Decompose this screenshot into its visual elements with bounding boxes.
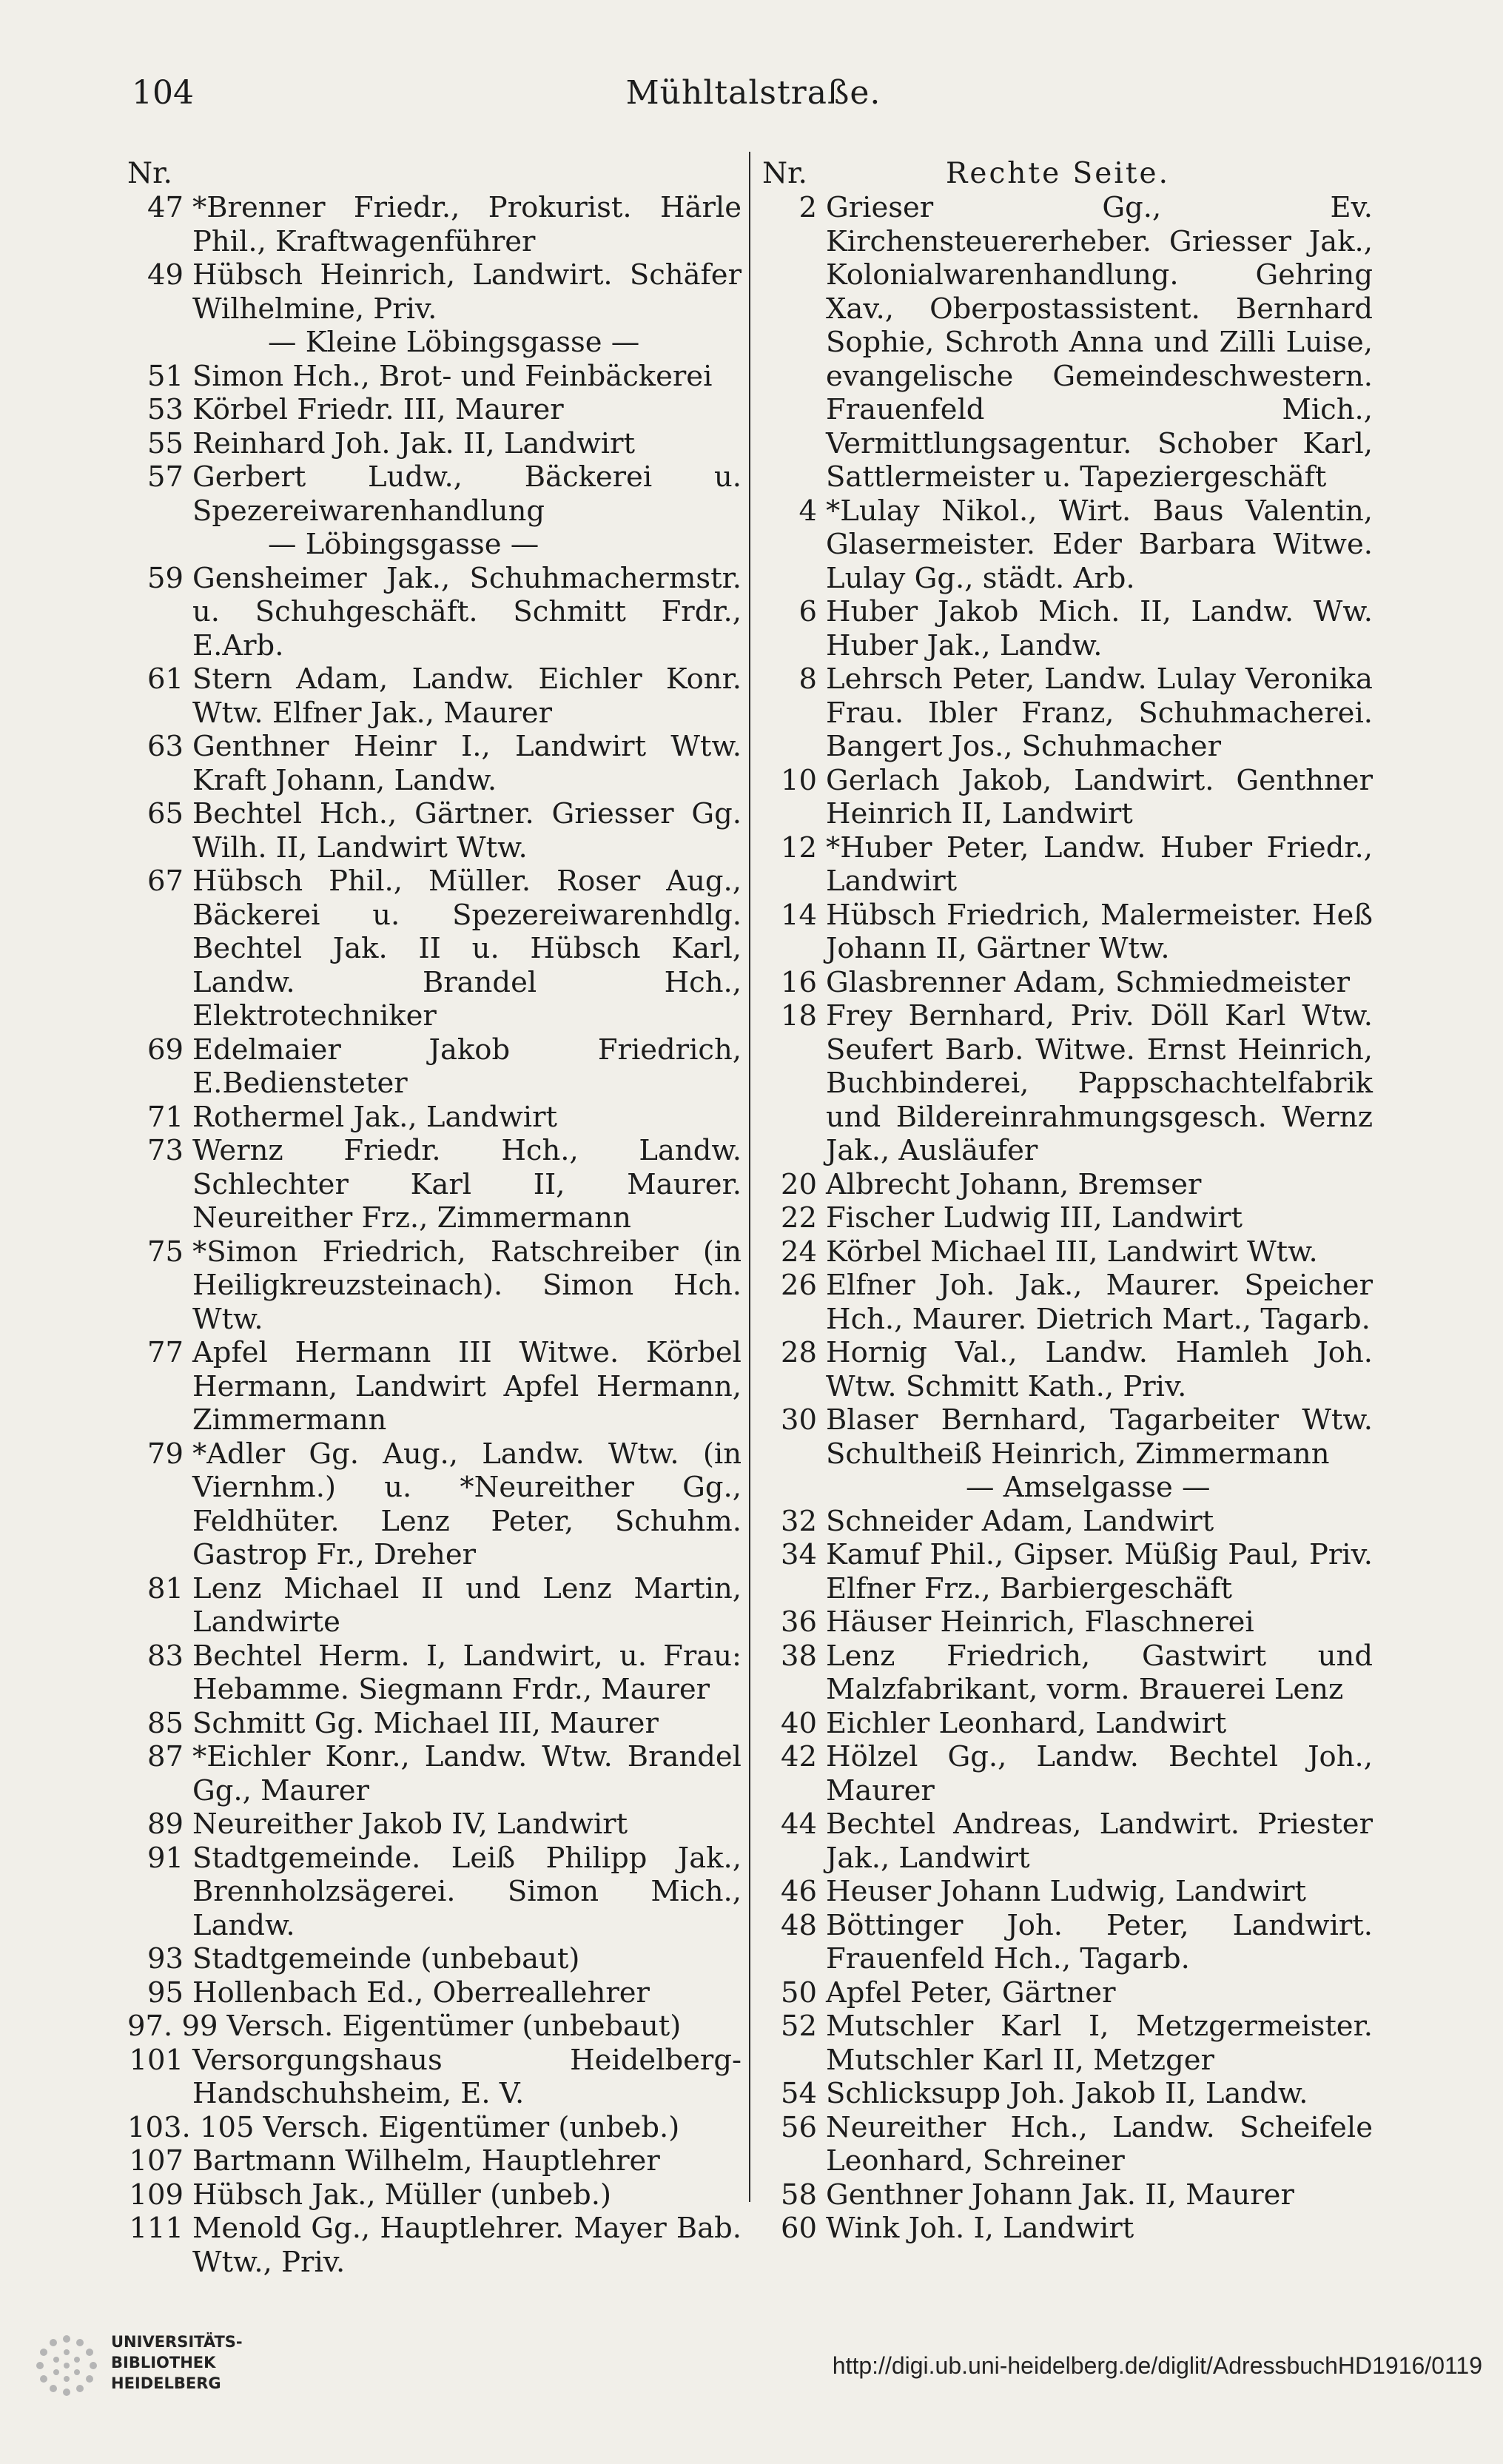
address-entry	[762, 1336, 1373, 1403]
page-header	[132, 74, 1375, 133]
house-number: 79	[147, 1437, 184, 1471]
right-entry-list	[762, 191, 1373, 2246]
resident-text: Lehrsch Peter, Landw. Lulay Veronika Frau. Ibler Franz, Schuhmacherei. Bangert Jos., Schuhmacher	[826, 662, 1373, 763]
address-entry	[762, 2111, 1373, 2178]
resident-text: Glasbrenner Adam, Schmiedmeister	[826, 965, 1351, 999]
resident-text: Bechtel Hch., Gärtner. Griesser Gg. Wilh. II, Landwirt Wtw.	[192, 797, 742, 865]
house-number: 50	[781, 1975, 817, 2010]
resident-text: Lenz Michael II und Lenz Martin, Landwirte	[192, 1571, 742, 1639]
resident-text: Häuser Heinrich, Flaschnerei	[826, 1605, 1254, 1639]
resident-text: *Eichler Konr., Landw. Wtw. Brandel Gg., Maurer	[192, 1740, 742, 1807]
address-entry	[762, 1740, 1373, 1807]
right-column-heading	[762, 157, 1373, 191]
resident-text: Fischer Ludwig III, Landwirt	[826, 1201, 1243, 1235]
house-number: 8	[798, 662, 817, 696]
address-entry	[127, 1707, 742, 1741]
address-entry	[127, 1336, 742, 1437]
house-number: 42	[781, 1740, 817, 1773]
address-entry	[127, 1572, 742, 1639]
address-entry	[762, 1505, 1373, 1539]
resident-text: Neureither Hch., Landw. Scheifele Leonhard, Schreiner	[826, 2110, 1373, 2178]
address-entry	[127, 797, 742, 865]
house-number: 57	[147, 460, 184, 494]
resident-text: Kamuf Phil., Gipser. Müßig Paul, Priv. Elfner Frz., Barbiergeschäft	[826, 1538, 1373, 1605]
resident-text: Böttinger Joh. Peter, Landwirt. Frauenfeld Hch., Tagarb.	[826, 1908, 1373, 1975]
address-entry	[127, 2212, 742, 2279]
house-number: 67	[147, 865, 184, 898]
resident-text: Schlicksupp Joh. Jakob II, Landw.	[826, 2077, 1308, 2110]
house-number: 34	[781, 1538, 817, 1571]
house-number: 107	[129, 2144, 184, 2178]
resident-text: *Huber Peter, Landw. Huber Friedr., Landwirt	[826, 830, 1373, 898]
house-number: 81	[147, 1571, 184, 1605]
house-number: 28	[781, 1336, 817, 1369]
resident-text: Rothermel Jak., Landwirt	[192, 1100, 557, 1134]
address-entry	[762, 764, 1373, 831]
address-entry	[127, 2010, 742, 2044]
house-number: 65	[147, 797, 184, 830]
house-number: 109	[129, 2178, 184, 2212]
address-entry	[127, 2178, 742, 2212]
address-entry	[762, 2178, 1373, 2212]
resident-text: Menold Gg., Hauptlehrer. Mayer Bab. Wtw., Priv.	[192, 2212, 742, 2279]
house-number: 26	[781, 1269, 817, 1302]
resident-text: Schneider Adam, Landwirt	[826, 1504, 1214, 1538]
resident-text: Blaser Bernhard, Tagarbeiter Wtw. Schultheiß Heinrich, Zimmermann	[826, 1403, 1373, 1471]
resident-text: Eichler Leonhard, Landwirt	[826, 1706, 1227, 1740]
library-emblem-icon	[30, 2330, 104, 2404]
house-number: 38	[781, 1639, 817, 1673]
column-nr-label: Nr.	[762, 157, 807, 190]
house-number: 10	[781, 763, 817, 797]
address-entry	[127, 1842, 742, 1943]
house-number: 75	[147, 1235, 184, 1269]
address-entry	[127, 191, 742, 258]
resident-text: *Adler Gg. Aug., Landw. Wtw. (in Viernhm.) u. *Neureither Gg., Feldhüter. Lenz Peter, Schuhm. Gastrop Fr., Dreher	[192, 1437, 742, 1571]
address-entry	[127, 730, 742, 797]
address-entry	[762, 2010, 1373, 2077]
address-entry	[762, 999, 1373, 1168]
house-number: 36	[781, 1605, 817, 1639]
street-section-heading: — Amselgasse —	[966, 1471, 1211, 1504]
house-number: 71	[147, 1100, 184, 1134]
resident-text: Hübsch Heinrich, Landwirt. Schäfer Wilhelmine, Priv.	[192, 258, 742, 326]
address-entry	[127, 1639, 742, 1707]
resident-text: Gensheimer Jak., Schuhmachermstr. u. Schuhgeschäft. Schmitt Frdr., E.Arb.	[192, 561, 742, 662]
address-entry	[762, 1976, 1373, 2010]
house-number: 54	[781, 2077, 817, 2110]
house-number: 101	[129, 2043, 184, 2077]
resident-text: Lenz Friedrich, Gastwirt und Malzfabrikant, vorm. Brauerei Lenz	[826, 1639, 1373, 1706]
resident-text: Edelmaier Jakob Friedrich, E.Bediensteter	[192, 1033, 742, 1100]
address-entry	[762, 1168, 1373, 1202]
house-number: 53	[147, 393, 184, 426]
address-entry	[127, 1740, 742, 1807]
house-number: 30	[781, 1403, 817, 1437]
house-number: 103. 105	[127, 2110, 255, 2144]
house-number: 61	[147, 662, 184, 696]
address-entry	[762, 1201, 1373, 1235]
resident-text: Mutschler Karl I, Metzgermeister. Mutschler Karl II, Metzger	[826, 2010, 1373, 2077]
address-entry	[762, 1269, 1373, 1336]
house-number: 60	[781, 2212, 817, 2245]
address-entry	[127, 1235, 742, 1337]
address-entry	[127, 1134, 742, 1235]
house-number: 16	[781, 965, 817, 999]
left-column-heading	[127, 157, 742, 191]
address-entry	[762, 2077, 1373, 2111]
resident-text: Gerlach Jakob, Landwirt. Genthner Heinrich II, Landwirt	[826, 763, 1373, 830]
right-column	[762, 157, 1373, 2246]
house-number: 93	[147, 1942, 184, 1975]
running-title: Mühltalstraße.	[625, 74, 881, 112]
house-number: 56	[781, 2110, 817, 2144]
house-number: 6	[798, 595, 817, 628]
resident-text: Wink Joh. I, Landwirt	[826, 2212, 1134, 2245]
resident-text: Apfel Hermann III Witwe. Körbel Hermann, Landwirt Apfel Hermann, Zimmermann	[192, 1336, 742, 1437]
resident-text: Bartmann Wilhelm, Hauptlehrer	[192, 2144, 660, 2178]
address-entry	[127, 427, 742, 461]
house-number: 47	[147, 191, 184, 224]
address-entry	[762, 191, 1373, 494]
address-entry	[127, 1437, 742, 1572]
house-number: 24	[781, 1235, 817, 1269]
resident-text: Neureither Jakob IV, Landwirt	[192, 1807, 628, 1841]
address-entry	[762, 595, 1373, 662]
address-entry	[127, 1101, 742, 1135]
address-entry	[127, 662, 742, 730]
address-entry	[762, 831, 1373, 899]
address-entry	[762, 1909, 1373, 1976]
house-number: 12	[781, 830, 817, 865]
house-number: 87	[147, 1740, 184, 1773]
column-divider	[749, 152, 750, 2202]
resident-text: Hornig Val., Landw. Hamleh Joh. Wtw. Schmitt Kath., Priv.	[826, 1336, 1373, 1403]
column-nr-label: Nr.	[127, 157, 172, 190]
address-entry	[127, 2111, 742, 2145]
house-number: 20	[781, 1167, 817, 1201]
address-entry	[762, 1403, 1373, 1471]
house-number: 44	[781, 1807, 817, 1841]
right-side-label: Rechte Seite.	[946, 157, 1170, 190]
house-number: 14	[781, 898, 817, 932]
resident-text: Bechtel Herm. I, Landwirt, u. Frau: Hebamme. Siegmann Frdr., Maurer	[192, 1639, 742, 1706]
resident-text: Hübsch Friedrich, Malermeister. Heß Johann II, Gärtner Wtw.	[826, 898, 1373, 965]
library-name: UNIVERSITÄTS- BIBLIOTHEK HEIDELBERG	[111, 2333, 243, 2392]
address-entry	[127, 460, 742, 528]
street-section-heading: — Kleine Löbingsgasse —	[268, 326, 640, 359]
resident-text: Elfner Joh. Jak., Maurer. Speicher Hch., Maurer. Dietrich Mart., Tagarb.	[826, 1269, 1373, 1336]
resident-text: Simon Hch., Brot- und Feinbäckerei	[192, 359, 713, 393]
address-entry	[762, 1235, 1373, 1269]
address-entry	[127, 1033, 742, 1101]
address-entry	[127, 562, 742, 663]
resident-text: Versorgungshaus Heidelberg-Handschuhsheim, E. V.	[192, 2043, 742, 2110]
house-number: 2	[798, 191, 817, 224]
resident-text: Versch. Eigentümer (unbebaut)	[226, 2010, 682, 2043]
resident-text: *Lulay Nikol., Wirt. Baus Valentin, Glasermeister. Eder Barbara Witwe. Lulay Gg., städt. Arb.	[826, 494, 1373, 595]
house-number: 91	[147, 1841, 184, 1875]
address-entry	[127, 360, 742, 394]
address-entry	[762, 1639, 1373, 1707]
resident-text: Stadtgemeinde. Leiß Philipp Jak., Brennholzsägerei. Simon Mich., Landw.	[192, 1841, 742, 1942]
address-entry	[127, 1942, 742, 1976]
resident-text: Versch. Eigentümer (unbeb.)	[263, 2110, 680, 2144]
house-number: 73	[147, 1134, 184, 1167]
left-column	[127, 157, 742, 2279]
address-entry	[127, 258, 742, 326]
house-number: 22	[781, 1201, 817, 1235]
house-number: 69	[147, 1033, 184, 1067]
resident-text: Wernz Friedr. Hch., Landw. Schlechter Karl II, Maurer. Neureither Frz., Zimmermann	[192, 1134, 742, 1235]
house-number: 51	[147, 359, 184, 393]
resident-text: Hollenbach Ed., Oberreallehrer	[192, 1975, 650, 2010]
resident-text: Apfel Peter, Gärtner	[826, 1975, 1116, 2010]
house-number: 48	[781, 1908, 817, 1942]
resident-text: Genthner Heinr I., Landwirt Wtw. Kraft Johann, Landw.	[192, 730, 742, 797]
house-number: 77	[147, 1336, 184, 1369]
address-entry	[762, 899, 1373, 966]
address-entry	[127, 2044, 742, 2111]
house-number: 85	[147, 1706, 184, 1740]
house-number: 4	[798, 494, 817, 528]
resident-text: Schmitt Gg. Michael III, Maurer	[192, 1706, 659, 1740]
resident-text: Grieser Gg., Ev. Kirchensteuererheber. Griesser Jak., Kolonialwarenhandlung. Gehring Xav., Oberpostassistent. Bernhard Sophie, Schroth Anna und Zilli Luise, evangelische Gemeindeschwestern. Frauenfeld Mich., Vermittlungsagentur. Schober Karl, Sattlermeister u. Tapeziergeschäft	[826, 191, 1373, 494]
left-entry-list	[127, 191, 742, 2279]
address-entry	[127, 865, 742, 1033]
house-number: 55	[147, 426, 184, 460]
resident-text: Stern Adam, Landw. Eichler Konr. Wtw. Elfner Jak., Maurer	[192, 662, 742, 730]
resident-text: Körbel Michael III, Landwirt Wtw.	[826, 1235, 1318, 1269]
address-entry	[762, 966, 1373, 1000]
resident-text: Huber Jakob Mich. II, Landw. Ww. Huber Jak., Landw.	[826, 595, 1373, 662]
source-url-link[interactable]: http://digi.ub.uni-heidelberg.de/diglit/AdressbuchHD1916/0119	[832, 2352, 1482, 2379]
resident-text: Hübsch Jak., Müller (unbeb.)	[192, 2178, 612, 2212]
resident-text: Albrecht Johann, Bremser	[826, 1167, 1202, 1201]
house-number: 59	[147, 561, 184, 595]
house-number: 63	[147, 730, 184, 763]
resident-text: Genthner Johann Jak. II, Maurer	[826, 2178, 1294, 2212]
address-entry	[762, 1707, 1373, 1741]
address-entry	[127, 1807, 742, 1842]
resident-text: Körbel Friedr. III, Maurer	[192, 393, 564, 426]
house-number: 40	[781, 1706, 817, 1740]
street-section-heading: — Löbingsgasse —	[268, 528, 539, 561]
resident-text: Bechtel Andreas, Landwirt. Priester Jak., Landwirt	[826, 1807, 1373, 1875]
address-entry	[762, 1605, 1373, 1639]
house-number: 58	[781, 2178, 817, 2212]
address-entry	[127, 2144, 742, 2178]
house-number: 111	[129, 2212, 184, 2245]
house-number: 83	[147, 1639, 184, 1673]
resident-text: Stadtgemeinde (unbebaut)	[192, 1942, 580, 1975]
address-entry	[762, 494, 1373, 596]
resident-text: *Brenner Friedr., Prokurist. Härle Phil., Kraftwagenführer	[192, 191, 742, 258]
resident-text: Heuser Johann Ludwig, Landwirt	[826, 1875, 1307, 1908]
address-entry	[762, 662, 1373, 764]
address-entry	[127, 1976, 742, 2010]
address-entry	[127, 393, 742, 427]
library-logo	[30, 2323, 252, 2411]
resident-text: *Simon Friedrich, Ratschreiber (in Heiligkreuzsteinach). Simon Hch. Wtw.	[192, 1235, 742, 1336]
address-entry	[762, 1807, 1373, 1875]
resident-text: Hübsch Phil., Müller. Roser Aug., Bäckerei u. Spezereiwarenhdlg. Bechtel Jak. II u. Hübsch Karl, Landw. Brandel Hch., Elektrotechniker	[192, 865, 742, 1033]
house-number: 18	[781, 999, 817, 1033]
house-number: 52	[781, 2010, 817, 2043]
address-entry	[762, 1538, 1373, 1605]
address-entry	[762, 2212, 1373, 2246]
house-number: 89	[147, 1807, 184, 1841]
resident-text: Hölzel Gg., Landw. Bechtel Joh., Maurer	[826, 1740, 1373, 1807]
resident-text: Gerbert Ludw., Bäckerei u. Spezereiwarenhandlung	[192, 460, 742, 528]
house-number: 97. 99	[127, 2010, 218, 2043]
resident-text: Frey Bernhard, Priv. Döll Karl Wtw. Seufert Barb. Witwe. Ernst Heinrich, Buchbinderei, Pappschachtelfabrik und Bildereinrahmungsgesch. Wernz Jak., Ausläufer	[826, 999, 1373, 1167]
house-number: 46	[781, 1875, 817, 1908]
resident-text: Reinhard Joh. Jak. II, Landwirt	[192, 426, 635, 460]
address-entry	[762, 1875, 1373, 1909]
house-number: 49	[147, 258, 184, 292]
page-number: 104	[132, 74, 194, 112]
house-number: 32	[781, 1504, 817, 1538]
house-number: 95	[147, 1975, 184, 2010]
